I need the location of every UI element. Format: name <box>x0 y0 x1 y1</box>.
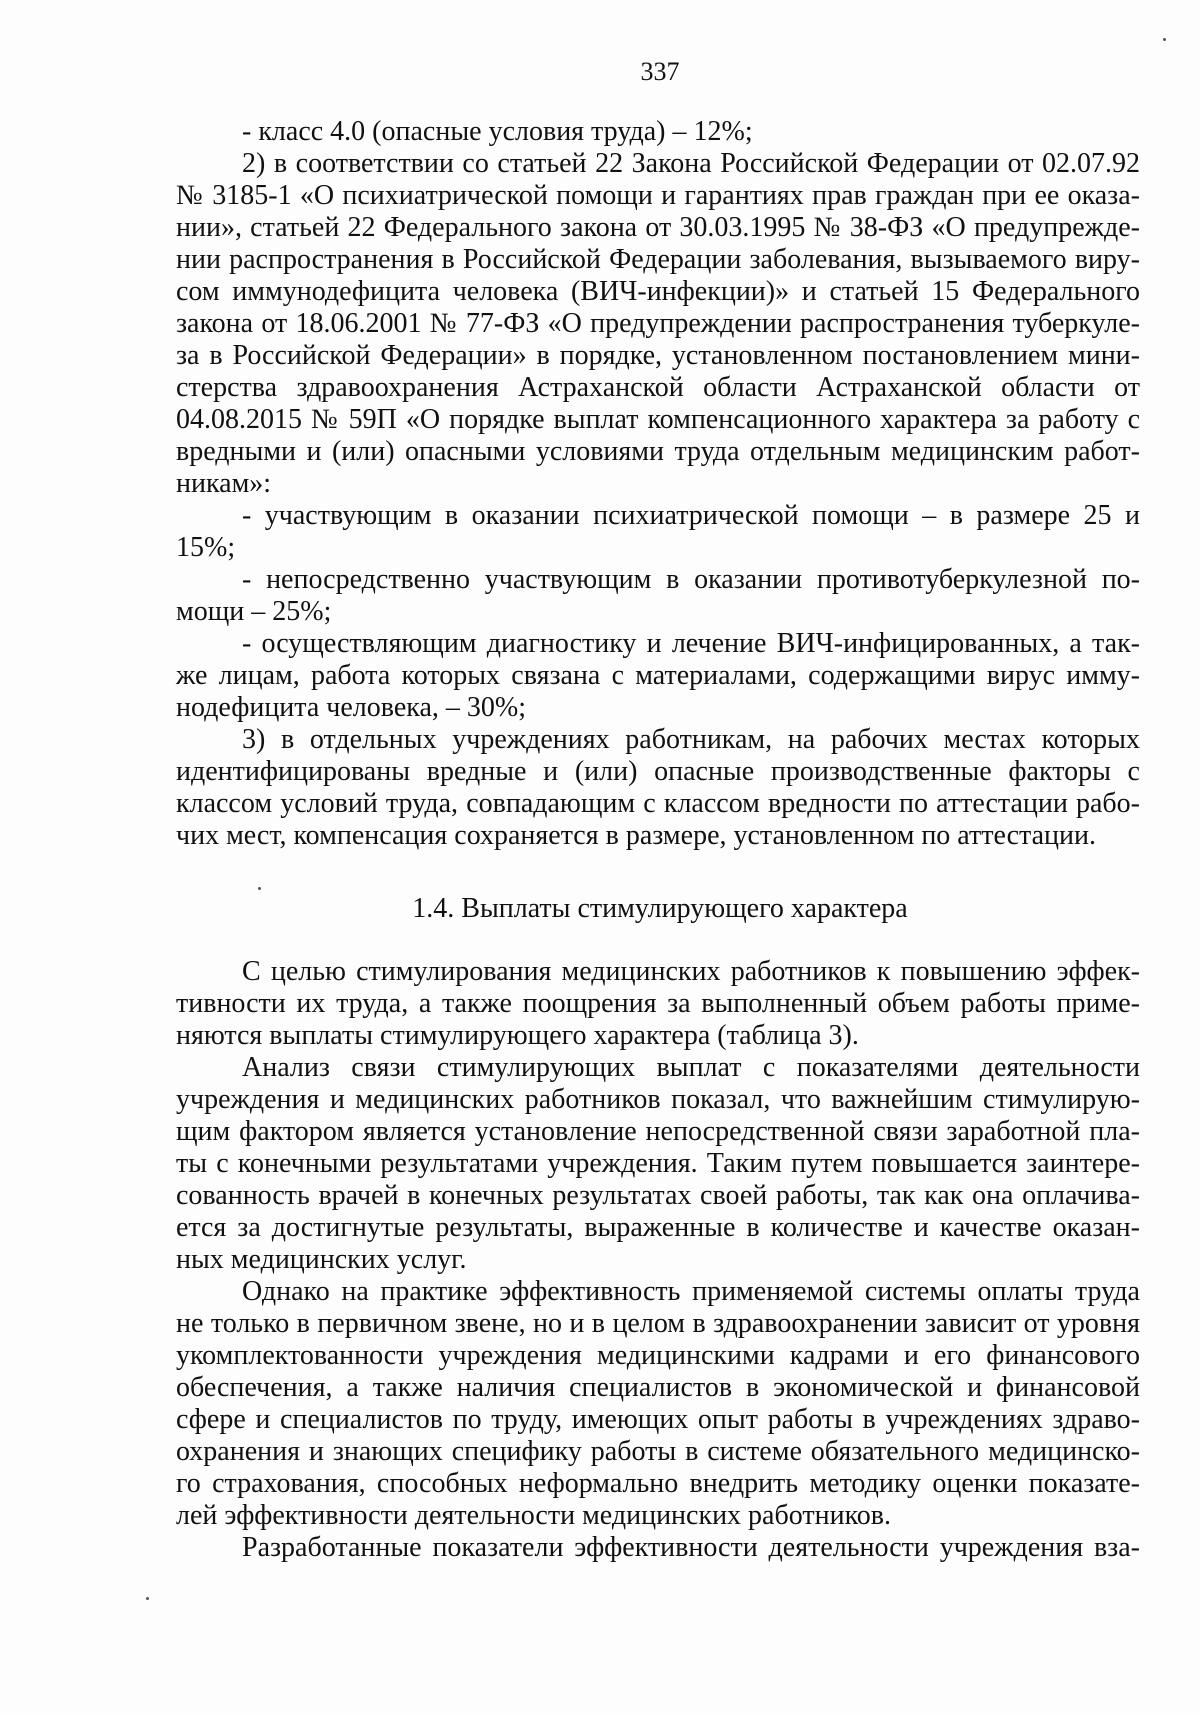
text-line: стерства здравоохранения Астраханской области Астраханской области от <box>176 372 1140 403</box>
page-number: 337 <box>640 57 680 86</box>
text-line: нии распространения в Российской Федерации заболевания, вызываемого виру- <box>176 244 1140 275</box>
text-line: 04.08.2015 № 59П «О порядке выплат компенсационного характера за работу с <box>176 404 1140 435</box>
text-line: нии», статьей 22 Федерального закона от 30.03.1995 № 38-ФЗ «О предупрежде- <box>176 212 1140 243</box>
section-heading: 1.4. Выплаты стимулирующего характера <box>412 893 908 924</box>
scan-speck <box>258 887 261 890</box>
text-line: ты с конечными результатами учреждения. Таким путем повышается заинтере- <box>176 1148 1140 1179</box>
text-line: лей эффективности деятельности медицинских работников. <box>176 1500 891 1531</box>
text-line: няются выплаты стимулирующего характера (таблица 3). <box>176 1020 859 1051</box>
text-line: укомплектованности учреждения медицинскими кадрами и его финансового <box>176 1340 1140 1371</box>
text-line: учреждения и медицинских работников показал, что важнейшим стимулирую- <box>176 1084 1140 1115</box>
text-line: за в Российской Федерации» в порядке, установленном постановлением мини- <box>176 340 1140 371</box>
text-line: 2) в соответствии со статьей 22 Закона Российской Федерации от 02.07.92 <box>242 148 1140 179</box>
text-line: сфере и специалистов по труду, имеющих опыт работы в учреждениях здраво- <box>176 1404 1140 1435</box>
text-line: 15%; <box>176 532 236 563</box>
text-line: № 3185-1 «О психиатрической помощи и гарантиях прав граждан при ее оказа- <box>176 180 1140 211</box>
text-line: идентифицированы вредные и (или) опасные производственные факторы с <box>176 756 1140 787</box>
text-line: Разработанные показатели эффективности деятельности учреждения вза- <box>242 1532 1140 1563</box>
text-line: охранения и знающих специфику работы в системе обязательного медицинско- <box>176 1436 1140 1467</box>
text-line: го страхования, способных неформально внедрить методику оценки показате- <box>176 1468 1140 1499</box>
text-line: обеспечения, а также наличия специалистов в экономической и финансовой <box>176 1372 1140 1403</box>
text-line: С целью стимулирования медицинских работников к повышению эффек- <box>242 956 1140 987</box>
text-line: вредными и (или) опасными условиями труда отдельным медицинским работ- <box>176 436 1140 467</box>
text-line: нодефицита человека, – 30%; <box>176 692 526 723</box>
text-line: - осуществляющим диагностику и лечение ВИЧ-инфицированных, а так- <box>242 628 1140 659</box>
text-line: классом условий труда, совпадающим с классом вредности по аттестации рабо- <box>176 788 1140 819</box>
text-line: мощи – 25%; <box>176 596 332 627</box>
text-line: тивности их труда, а также поощрения за выполненный объем работы приме- <box>176 988 1140 1019</box>
text-line: сом иммунодефицита человека (ВИЧ-инфекции)» и статьей 15 Федерального <box>176 276 1140 307</box>
text-line: щим фактором является установление непосредственной связи заработной пла- <box>176 1116 1140 1147</box>
text-line: - участвующим в оказании психиатрической помощи – в размере 25 и <box>242 500 1140 531</box>
text-line: ных медицинских услуг. <box>176 1244 467 1275</box>
text-line: не только в первичном звене, но и в целом в здравоохранении зависит от уровня <box>176 1308 1140 1339</box>
text-line: 3) в отдельных учреждениях работникам, на рабочих местах которых <box>242 724 1140 755</box>
text-line: закона от 18.06.2001 № 77-ФЗ «О предупреждении распространения туберкуле- <box>176 308 1140 339</box>
text-line: же лицам, работа которых связана с материалами, содержащими вирус имму- <box>176 660 1140 691</box>
text-line: чих мест, компенсация сохраняется в размере, установленном по аттестации. <box>176 820 1096 851</box>
scan-speck <box>146 1597 149 1600</box>
text-line: - непосредственно участвующим в оказании противотуберкулезной по- <box>242 564 1140 595</box>
text-block-compensation <box>176 116 1140 852</box>
text-line: никам»: <box>176 468 272 499</box>
scan-speck <box>1163 38 1166 41</box>
text-line: Анализ связи стимулирующих выплат с показателями деятельности <box>242 1052 1140 1083</box>
text-line: сованность врачей в конечных результатах своей работы, так как она оплачива- <box>176 1180 1140 1211</box>
text-line: Однако на практике эффективность применяемой системы оплаты труда <box>242 1276 1140 1307</box>
text-block-incentive <box>176 956 1140 1564</box>
text-line: ется за достигнутые результаты, выраженные в количестве и качестве оказан- <box>176 1212 1140 1243</box>
text-line: - класс 4.0 (опасные условия труда) – 12%; <box>242 116 753 147</box>
